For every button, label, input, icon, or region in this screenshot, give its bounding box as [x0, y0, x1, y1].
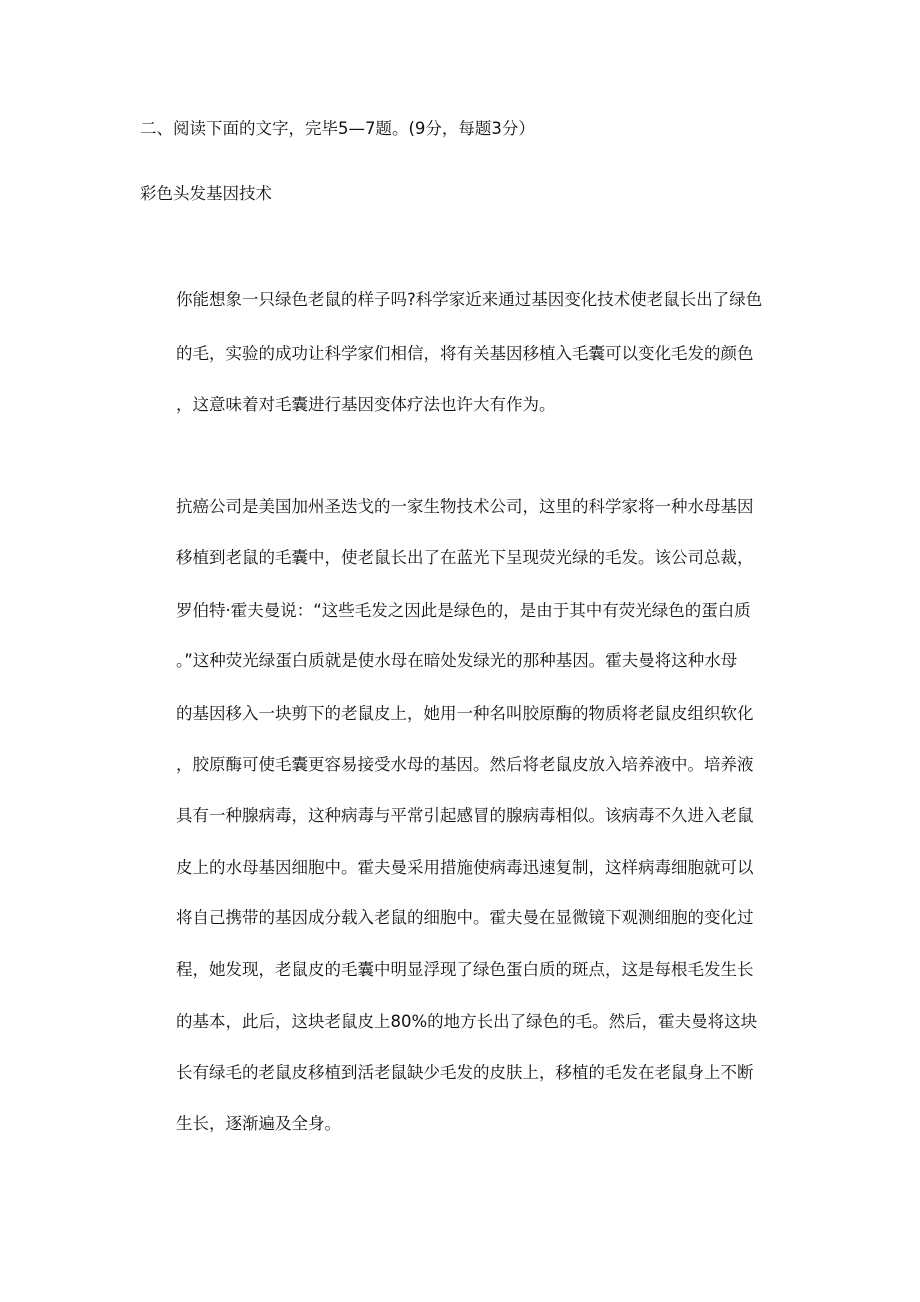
paragraph-line: 罗伯特·霍夫曼说：“这些毛发之因此是绿色的，是由于其中有荧光绿色的蛋白质: [176, 601, 751, 620]
paragraph-line: 。”这种荧光绿蛋白质就是使水母在暗处发绿光的那种基因。霍夫曼将这种水母: [176, 651, 738, 670]
paragraph-line: 的毛，实验的成功让科学家们相信，将有关基因移植入毛囊可以变化毛发的颜色: [176, 344, 754, 363]
article-title: 彩色头发基因技术: [140, 184, 272, 203]
paragraph-line: 皮上的水母基因细胞中。霍夫曼采用措施使病毒迅速复制，这样病毒细胞就可以: [176, 858, 754, 877]
paragraph-line: 的基本，此后，这块老鼠皮上80%的地方长出了绿色的毛。然后，霍夫曼将这块: [176, 1012, 758, 1031]
paragraph-line: ，胶原酶可使毛囊更容易接受水母的基因。然后将老鼠皮放入培养液中。培养液: [176, 755, 754, 774]
paragraph-line: 长有绿毛的老鼠皮移植到活老鼠缺少毛发的皮肤上，移植的毛发在老鼠身上不断: [176, 1063, 754, 1082]
paragraph-line: 具有一种腺病毒，这种病毒与平常引起感冒的腺病毒相似。该病毒不久进入老鼠: [176, 806, 754, 825]
paragraph-line: 将自己携带的基因成分载入老鼠的细胞中。霍夫曼在显微镜下观测细胞的变化过: [176, 908, 754, 927]
paragraph-line: 的基因移入一块剪下的老鼠皮上，她用一种名叫胶原酶的物质将老鼠皮组织软化: [176, 704, 754, 723]
paragraph-line: 程，她发现，老鼠皮的毛囊中明显浮现了绿色蛋白质的斑点，这是每根毛发生长: [176, 960, 754, 979]
section-heading: 二、阅读下面的文字，完毕5—7题。(9分，每题3分）: [140, 119, 535, 138]
paragraph-line: 生长，逐渐遍及全身。: [176, 1114, 341, 1133]
paragraph-line: 抗癌公司是美国加州圣迭戈的一家生物技术公司，这里的科学家将一种水母基因: [176, 497, 754, 516]
paragraph-line: 移植到老鼠的毛囊中，使老鼠长出了在蓝光下呈现荧光绿的毛发。该公司总裁，: [176, 548, 754, 567]
paragraph-line: ，这意味着对毛囊进行基因变体疗法也许大有作为。: [176, 395, 556, 414]
paragraph-line: 你能想象一只绿色老鼠的样子吗?科学家近来通过基因变化技术使老鼠长出了绿色: [176, 290, 763, 309]
